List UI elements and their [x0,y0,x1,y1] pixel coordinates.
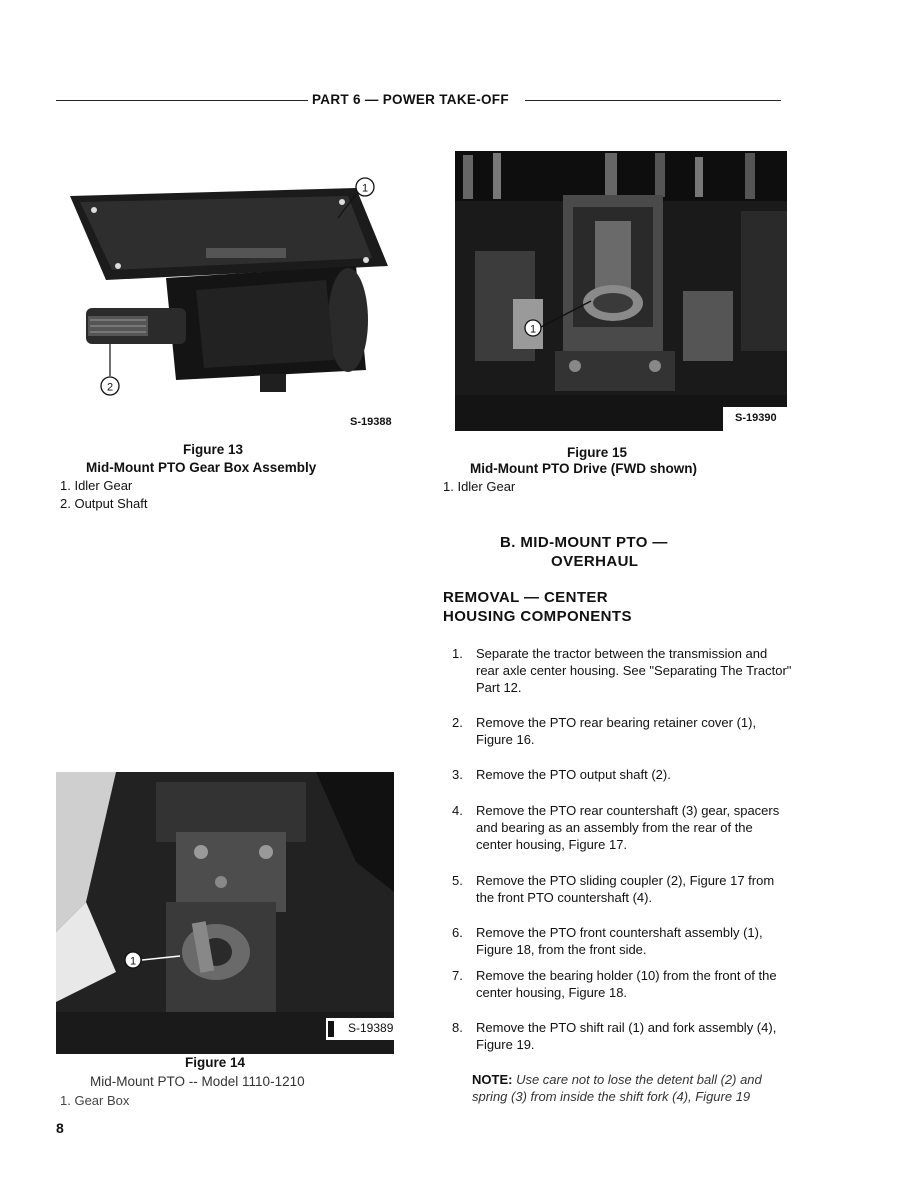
step-3-num: 3. [452,767,463,782]
step-4 [452,802,792,853]
figure15-legend-1: 1. Idler Gear [443,479,516,494]
section-subtitle-line2: HOUSING COMPONENTS [443,608,632,625]
figure15-title: Figure 15 [567,445,628,460]
step-2-num: 2. [452,715,463,730]
figure14-callout-1: 1 [129,955,137,968]
step-7-num: 7. [452,968,463,983]
page-header: PART 6 — POWER TAKE-OFF [312,92,509,107]
step-5-text: Remove the PTO sliding coupler (2), Figure 17 from the front PTO countershaft (4). [476,873,775,905]
figure15-callout-1: 1 [529,323,537,336]
header-rule-right [525,100,781,101]
figure13-callout-2: 2 [106,381,114,394]
step-1-text: Separate the tractor between the transmission and rear axle center housing. See "Separating The Tractor" Part 12. [476,646,792,695]
step-5 [452,872,792,906]
step-8 [452,1019,792,1053]
step-6-num: 6. [452,925,463,940]
page-number: 8 [56,1120,64,1136]
figure14-photo [56,772,394,1054]
figure15-photo [455,151,787,431]
figure13-title: Figure 13 [183,442,244,457]
step-8-text: Remove the PTO shift rail (1) and fork assembly (4), Figure 19. [476,1020,777,1052]
figure13-code: S-19388 [350,416,392,428]
step-1 [452,645,792,696]
step-2-text: Remove the PTO rear bearing retainer cover (1), Figure 16. [476,715,757,747]
step-2 [452,714,792,748]
step-4-text: Remove the PTO rear countershaft (3) gear, spacers and bearing as an assembly from the rear of the center housing, Figure 17. [476,803,780,852]
step-3-text: Remove the PTO output shaft (2). [476,767,671,782]
step-5-num: 5. [452,873,463,888]
section-title-line1: B. MID-MOUNT PTO — [500,534,668,551]
step-4-num: 4. [452,803,463,818]
note-text: Use care not to lose the detent ball (2) and spring (3) from inside the shift fork (4), Figure 19 [472,1072,762,1104]
figure14-title: Figure 14 [185,1055,246,1070]
figure15-subtitle: Mid-Mount PTO Drive (FWD shown) [470,461,697,476]
figure14-subtitle: Mid-Mount PTO -- Model 1110-1210 [90,1074,305,1089]
figure13-legend-1: 1. Idler Gear [60,478,133,493]
figure13-legend-2: 2. Output Shaft [60,496,148,511]
step-6 [452,924,792,958]
step-6-text: Remove the PTO front countershaft assembly (1), Figure 18, from the front side. [476,925,763,957]
step-1-num: 1. [452,646,463,661]
note-paragraph [472,1071,792,1105]
figure13-photo [66,170,402,420]
note-label: NOTE: [472,1072,513,1087]
step-3 [452,766,792,783]
figure13-subtitle: Mid-Mount PTO Gear Box Assembly [86,460,317,475]
figure15-code: S-19390 [735,412,777,424]
header-rule-left [56,100,308,101]
figure13-callout-1: 1 [361,182,369,195]
figure14-code: S-19389 [348,1021,394,1035]
figure14-legend-1: 1. Gear Box [60,1093,130,1108]
section-title-line2: OVERHAUL [551,553,639,570]
step-7-text: Remove the bearing holder (10) from the front of the center housing, Figure 18. [476,968,777,1000]
section-subtitle-line1: REMOVAL — CENTER [443,589,609,606]
step-8-num: 8. [452,1020,463,1035]
step-7 [452,967,792,1001]
